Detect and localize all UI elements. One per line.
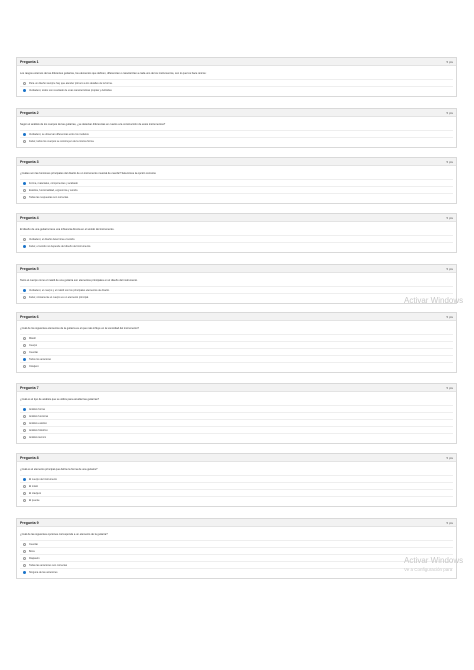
radio-icon[interactable] bbox=[23, 238, 26, 241]
radio-selected-icon[interactable] bbox=[23, 571, 26, 574]
answer-label: Boca bbox=[29, 549, 35, 553]
question-text: Según el análisis de los cuerpos de las guitarras, ¿se detectan diferencias en cuanto a la construcción de estos instrumentos? bbox=[20, 123, 166, 126]
question-points: 5 pts bbox=[446, 110, 453, 115]
answer-label: Verdadero; todos son resultado de unas características propias y definidas. bbox=[29, 88, 113, 92]
question-points: 5 pts bbox=[446, 159, 453, 164]
answer-label: Todos los anteriores bbox=[29, 357, 52, 361]
answer-label: Todas las anteriores son correctas bbox=[29, 563, 68, 567]
radio-icon[interactable] bbox=[23, 422, 26, 425]
radio-icon[interactable] bbox=[23, 550, 26, 553]
answer-label: Ninguna de las anteriores bbox=[29, 570, 58, 574]
answer-option[interactable] bbox=[20, 475, 453, 482]
question-text: ¿Cuál es el elemento principal que define la forma de una guitarra? bbox=[20, 468, 98, 471]
question-card bbox=[16, 453, 457, 507]
answer-label: El mástil bbox=[29, 484, 39, 488]
radio-selected-icon[interactable] bbox=[23, 478, 26, 481]
question-points: 5 pts bbox=[446, 59, 453, 64]
question-text: ¿Cuáles son las funciones principales del diseño de un instrumento musical de cuerda? Seleccione la opción correcta: bbox=[20, 172, 157, 175]
question-header bbox=[17, 454, 456, 462]
question-card bbox=[16, 108, 457, 148]
question-text: Tanto el cuerpo como el mástil de una guitarra son elementos principales en el diseño del instrumento. bbox=[20, 279, 138, 282]
question-header bbox=[17, 214, 456, 222]
radio-icon[interactable] bbox=[23, 415, 26, 418]
answer-option[interactable] bbox=[20, 496, 453, 503]
answer-label: Para un diseño siempre hay que atender primero a los detalles de la forma. bbox=[29, 81, 113, 85]
answer-option[interactable] bbox=[20, 235, 453, 242]
answer-label: Verdadero; el cuerpo y el mástil son los principales elementos de diseño. bbox=[29, 288, 110, 292]
answer-label: El cuerpo del instrumento bbox=[29, 477, 58, 481]
answer-option[interactable] bbox=[20, 348, 453, 355]
radio-icon[interactable] bbox=[23, 344, 26, 347]
radio-selected-icon[interactable] bbox=[23, 133, 26, 136]
answer-label: Cuerdas bbox=[29, 542, 39, 546]
answer-option[interactable] bbox=[20, 193, 453, 200]
question-body bbox=[17, 222, 456, 252]
question-body bbox=[17, 321, 456, 372]
question-body bbox=[17, 527, 456, 578]
answer-option[interactable] bbox=[20, 79, 453, 86]
answer-option[interactable] bbox=[20, 433, 453, 440]
answer-label: El clavijero bbox=[29, 491, 42, 495]
question-title: Pregunta 4 bbox=[20, 215, 39, 220]
radio-icon[interactable] bbox=[23, 436, 26, 439]
question-title: Pregunta 1 bbox=[20, 59, 39, 64]
answer-label: Análisis histórico bbox=[29, 428, 48, 432]
answer-option[interactable] bbox=[20, 130, 453, 137]
activate-windows-subtext: Ve a Configuración para bbox=[404, 567, 453, 572]
answer-option[interactable] bbox=[20, 137, 453, 144]
question-points: 5 pts bbox=[446, 520, 453, 525]
activate-windows-watermark: Activar Windows bbox=[404, 556, 464, 565]
question-title: Pregunta 6 bbox=[20, 314, 39, 319]
question-title: Pregunta 5 bbox=[20, 266, 39, 271]
answer-label: Cuerpo bbox=[29, 343, 38, 347]
question-body bbox=[17, 462, 456, 506]
radio-icon[interactable] bbox=[23, 499, 26, 502]
radio-selected-icon[interactable] bbox=[23, 89, 26, 92]
radio-icon[interactable] bbox=[23, 189, 26, 192]
answer-option[interactable] bbox=[20, 242, 453, 249]
radio-icon[interactable] bbox=[23, 296, 26, 299]
question-body bbox=[17, 117, 456, 147]
radio-icon[interactable] bbox=[23, 543, 26, 546]
radio-selected-icon[interactable] bbox=[23, 182, 26, 185]
question-text: ¿Cuál es el tipo de análisis que se utiliza para estudiar las guitarras? bbox=[20, 398, 100, 401]
activate-windows-watermark: Activar Windows bbox=[404, 296, 464, 305]
radio-icon[interactable] bbox=[23, 485, 26, 488]
question-card bbox=[16, 383, 457, 444]
question-points: 5 pts bbox=[446, 455, 453, 460]
answer-label: Cuerdas bbox=[29, 350, 39, 354]
question-text: ¿Cuál de los siguientes elementos de la guitarra es el que más influye en la sonoridad del instrumento? bbox=[20, 327, 139, 330]
question-title: Pregunta 3 bbox=[20, 159, 39, 164]
answer-option[interactable] bbox=[20, 568, 453, 575]
question-points: 5 pts bbox=[446, 314, 453, 319]
question-card bbox=[16, 157, 457, 204]
answer-option[interactable] bbox=[20, 561, 453, 568]
answer-label: Análisis estético bbox=[29, 421, 47, 425]
answer-label: Análisis formal bbox=[29, 407, 46, 411]
radio-icon[interactable] bbox=[23, 351, 26, 354]
question-points: 5 pts bbox=[446, 385, 453, 390]
answer-label: Estética, funcionalidad, ergonomía y sonido. bbox=[29, 188, 79, 192]
answer-label: Todas las respuestas son correctas. bbox=[29, 195, 69, 199]
question-title: Pregunta 2 bbox=[20, 110, 39, 115]
radio-selected-icon[interactable] bbox=[23, 358, 26, 361]
question-header bbox=[17, 109, 456, 117]
answer-label: Falso; el sonido no depende del diseño del instrumento. bbox=[29, 244, 91, 248]
answer-label: Verdadero; se observan diferencias entre los modelos. bbox=[29, 132, 90, 136]
answer-option[interactable] bbox=[20, 286, 453, 293]
answer-option[interactable] bbox=[20, 540, 453, 547]
answer-label: Análisis funcional bbox=[29, 414, 49, 418]
answer-label: Diapasón bbox=[29, 556, 40, 560]
question-card bbox=[16, 213, 457, 253]
answer-option[interactable] bbox=[20, 405, 453, 412]
answer-option[interactable] bbox=[20, 419, 453, 426]
question-card bbox=[16, 264, 457, 304]
radio-icon[interactable] bbox=[23, 82, 26, 85]
answer-option[interactable] bbox=[20, 412, 453, 419]
question-points: 5 pts bbox=[446, 266, 453, 271]
radio-icon[interactable] bbox=[23, 429, 26, 432]
question-text: Los rasgos externos de las diferentes guitarras, los elementos que definen, diferencian o caracterizan a cada uno de los instrumentos, son lo que los hace únicos: bbox=[20, 72, 207, 75]
answer-label: El puente bbox=[29, 498, 40, 502]
question-title: Pregunta 7 bbox=[20, 385, 39, 390]
radio-icon[interactable] bbox=[23, 365, 26, 368]
answer-option[interactable] bbox=[20, 341, 453, 348]
answer-option[interactable] bbox=[20, 489, 453, 496]
answer-label: Clavijero bbox=[29, 364, 39, 368]
answer-option[interactable] bbox=[20, 179, 453, 186]
question-body bbox=[17, 392, 456, 443]
radio-selected-icon[interactable] bbox=[23, 408, 26, 411]
radio-icon[interactable] bbox=[23, 564, 26, 567]
question-header bbox=[17, 384, 456, 392]
question-title: Pregunta 9 bbox=[20, 520, 39, 525]
question-points: 5 pts bbox=[446, 215, 453, 220]
answer-label: Falso; únicamente el cuerpo es un elemento principal. bbox=[29, 295, 89, 299]
answer-label: Mástil bbox=[29, 336, 36, 340]
question-card bbox=[16, 312, 457, 373]
answer-option[interactable] bbox=[20, 355, 453, 362]
radio-icon[interactable] bbox=[23, 337, 26, 340]
question-body bbox=[17, 66, 456, 96]
question-title: Pregunta 8 bbox=[20, 455, 39, 460]
answer-label: Forma, materiales, componentes y acabado. bbox=[29, 181, 79, 185]
answer-option[interactable] bbox=[20, 334, 453, 341]
answer-option[interactable] bbox=[20, 362, 453, 369]
question-text: ¿Cuál de las siguientes opciones corresponde a un elemento de la guitarra? bbox=[20, 533, 108, 536]
answer-option[interactable] bbox=[20, 482, 453, 489]
question-card bbox=[16, 57, 457, 97]
answer-option[interactable] bbox=[20, 554, 453, 561]
answer-label: Verdadero; el diseño determina el sonido. bbox=[29, 237, 76, 241]
question-header bbox=[17, 58, 456, 66]
radio-selected-icon[interactable] bbox=[23, 245, 26, 248]
question-header bbox=[17, 265, 456, 273]
question-header bbox=[17, 313, 456, 321]
answer-label: Falso; todos los cuerpos se construyen de la misma forma. bbox=[29, 139, 95, 143]
radio-selected-icon[interactable] bbox=[23, 289, 26, 292]
radio-icon[interactable] bbox=[23, 140, 26, 143]
question-header bbox=[17, 519, 456, 527]
question-card bbox=[16, 518, 457, 579]
answer-option[interactable] bbox=[20, 426, 453, 433]
answer-option[interactable] bbox=[20, 293, 453, 300]
answer-option[interactable] bbox=[20, 86, 453, 93]
answer-option[interactable] bbox=[20, 547, 453, 554]
radio-icon[interactable] bbox=[23, 557, 26, 560]
radio-icon[interactable] bbox=[23, 492, 26, 495]
question-body bbox=[17, 273, 456, 303]
question-body bbox=[17, 166, 456, 203]
question-text: El diseño de una guitarra tiene una influencia directa en el sonido del instrumento. bbox=[20, 228, 115, 231]
radio-icon[interactable] bbox=[23, 196, 26, 199]
question-header bbox=[17, 158, 456, 166]
answer-option[interactable] bbox=[20, 186, 453, 193]
answer-label: Análisis técnico bbox=[29, 435, 47, 439]
